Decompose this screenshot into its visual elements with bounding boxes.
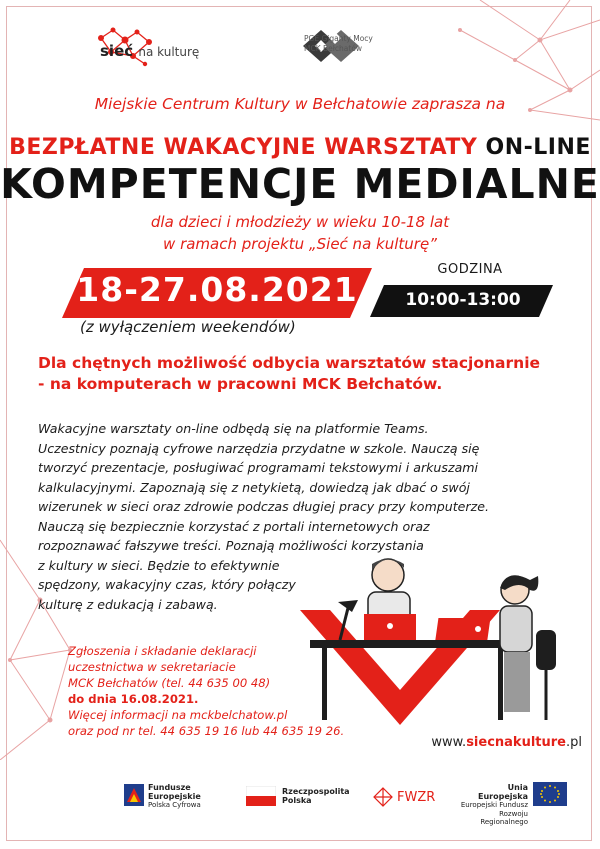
signup-info: Zgłoszenia i składanie deklaracji uczestnictwa w sekretariacie MCK Bełchatów (tel. 44 635 00 48) do dnia 16.08.2021. Więcej informacji na mckbelchatow.pl oraz pod nr tel. 44 635 19 16 lub 44 635 19 26. xyxy=(68,644,345,738)
website-link[interactable]: www.siecnakulture.pl xyxy=(431,735,582,750)
hours-label: GODZINA xyxy=(437,262,503,277)
headline xyxy=(0,135,600,160)
fwzr-network-icon xyxy=(372,786,394,808)
weekend-exclusion: (z wyłączeniem weekendów) xyxy=(80,318,296,336)
eu-flag-icon xyxy=(533,782,567,806)
fwzr-logo-text: FWZR xyxy=(397,790,436,805)
event-dates: 18-27.08.2021 xyxy=(76,270,358,309)
footer-logos xyxy=(0,770,600,849)
unia-europejska-text: Unia Europejska Europejski Fundusz Rozwoju Regionalnego xyxy=(460,783,528,826)
polish-flag-icon xyxy=(246,786,276,806)
signup-deadline: do dnia 16.08.2021. xyxy=(68,692,199,706)
fundusze-europejskie-text: Fundusze Europejskie Polska Cyfrowa xyxy=(148,783,201,809)
subtitle-project: w ramach projektu „Sieć na kulturę” xyxy=(163,235,437,253)
main-title: KOMPETENCJE MEDIALNE xyxy=(0,160,600,208)
event-hours: 10:00-13:00 xyxy=(405,290,521,310)
headline-red: BEZPŁATNE WAKACYJNE WARSZTATY xyxy=(9,135,478,160)
pge-logo-text: PGE Giganty Mocy MCK Bełchatów xyxy=(304,34,373,53)
siec-na-kulture-logo-text: sieć na kulturę xyxy=(100,42,200,60)
subtitle-age: dla dzieci i młodzieży w wieku 10-18 lat xyxy=(150,213,450,231)
fundusze-europejskie-icon xyxy=(124,784,144,806)
rzeczpospolita-polska-text: Rzeczpospolita Polska xyxy=(282,787,350,805)
workshop-description: Wakacyjne warsztaty on-line odbędą się na platformie Teams. Uczestnicy poznają cyfrowe narzędzia przydatne w szkole. Nauczą się tworzyć prezentacje, posługiwać programami tekstowymi i arkuszami kalkulacyjnymi. Zapoznają się z netykietą, dowiedzą jak dbać o swój wizerunek w sieci oraz zdrowie podczas długiej pracy przy komputerze. Nauczą się bezpiecznie korzystać z portali internetowych oraz rozpoznawać fałszywe treści. Poznają możliwości korzystania z kultury w sieci. Będzie to efektywnie spędzony, wakacyjny czas, który połączy kulturę z edukacją i zabawą. xyxy=(38,421,489,612)
headline-online: ON-LINE xyxy=(485,135,591,160)
invite-line: Miejskie Centrum Kultury w Bełchatowie zaprasza na xyxy=(94,95,506,113)
onsite-option-text: Dla chętnych możliwość odbycia warsztatów stacjonarnie - na komputerach w pracowni MCK Bełchatów. xyxy=(38,354,541,393)
